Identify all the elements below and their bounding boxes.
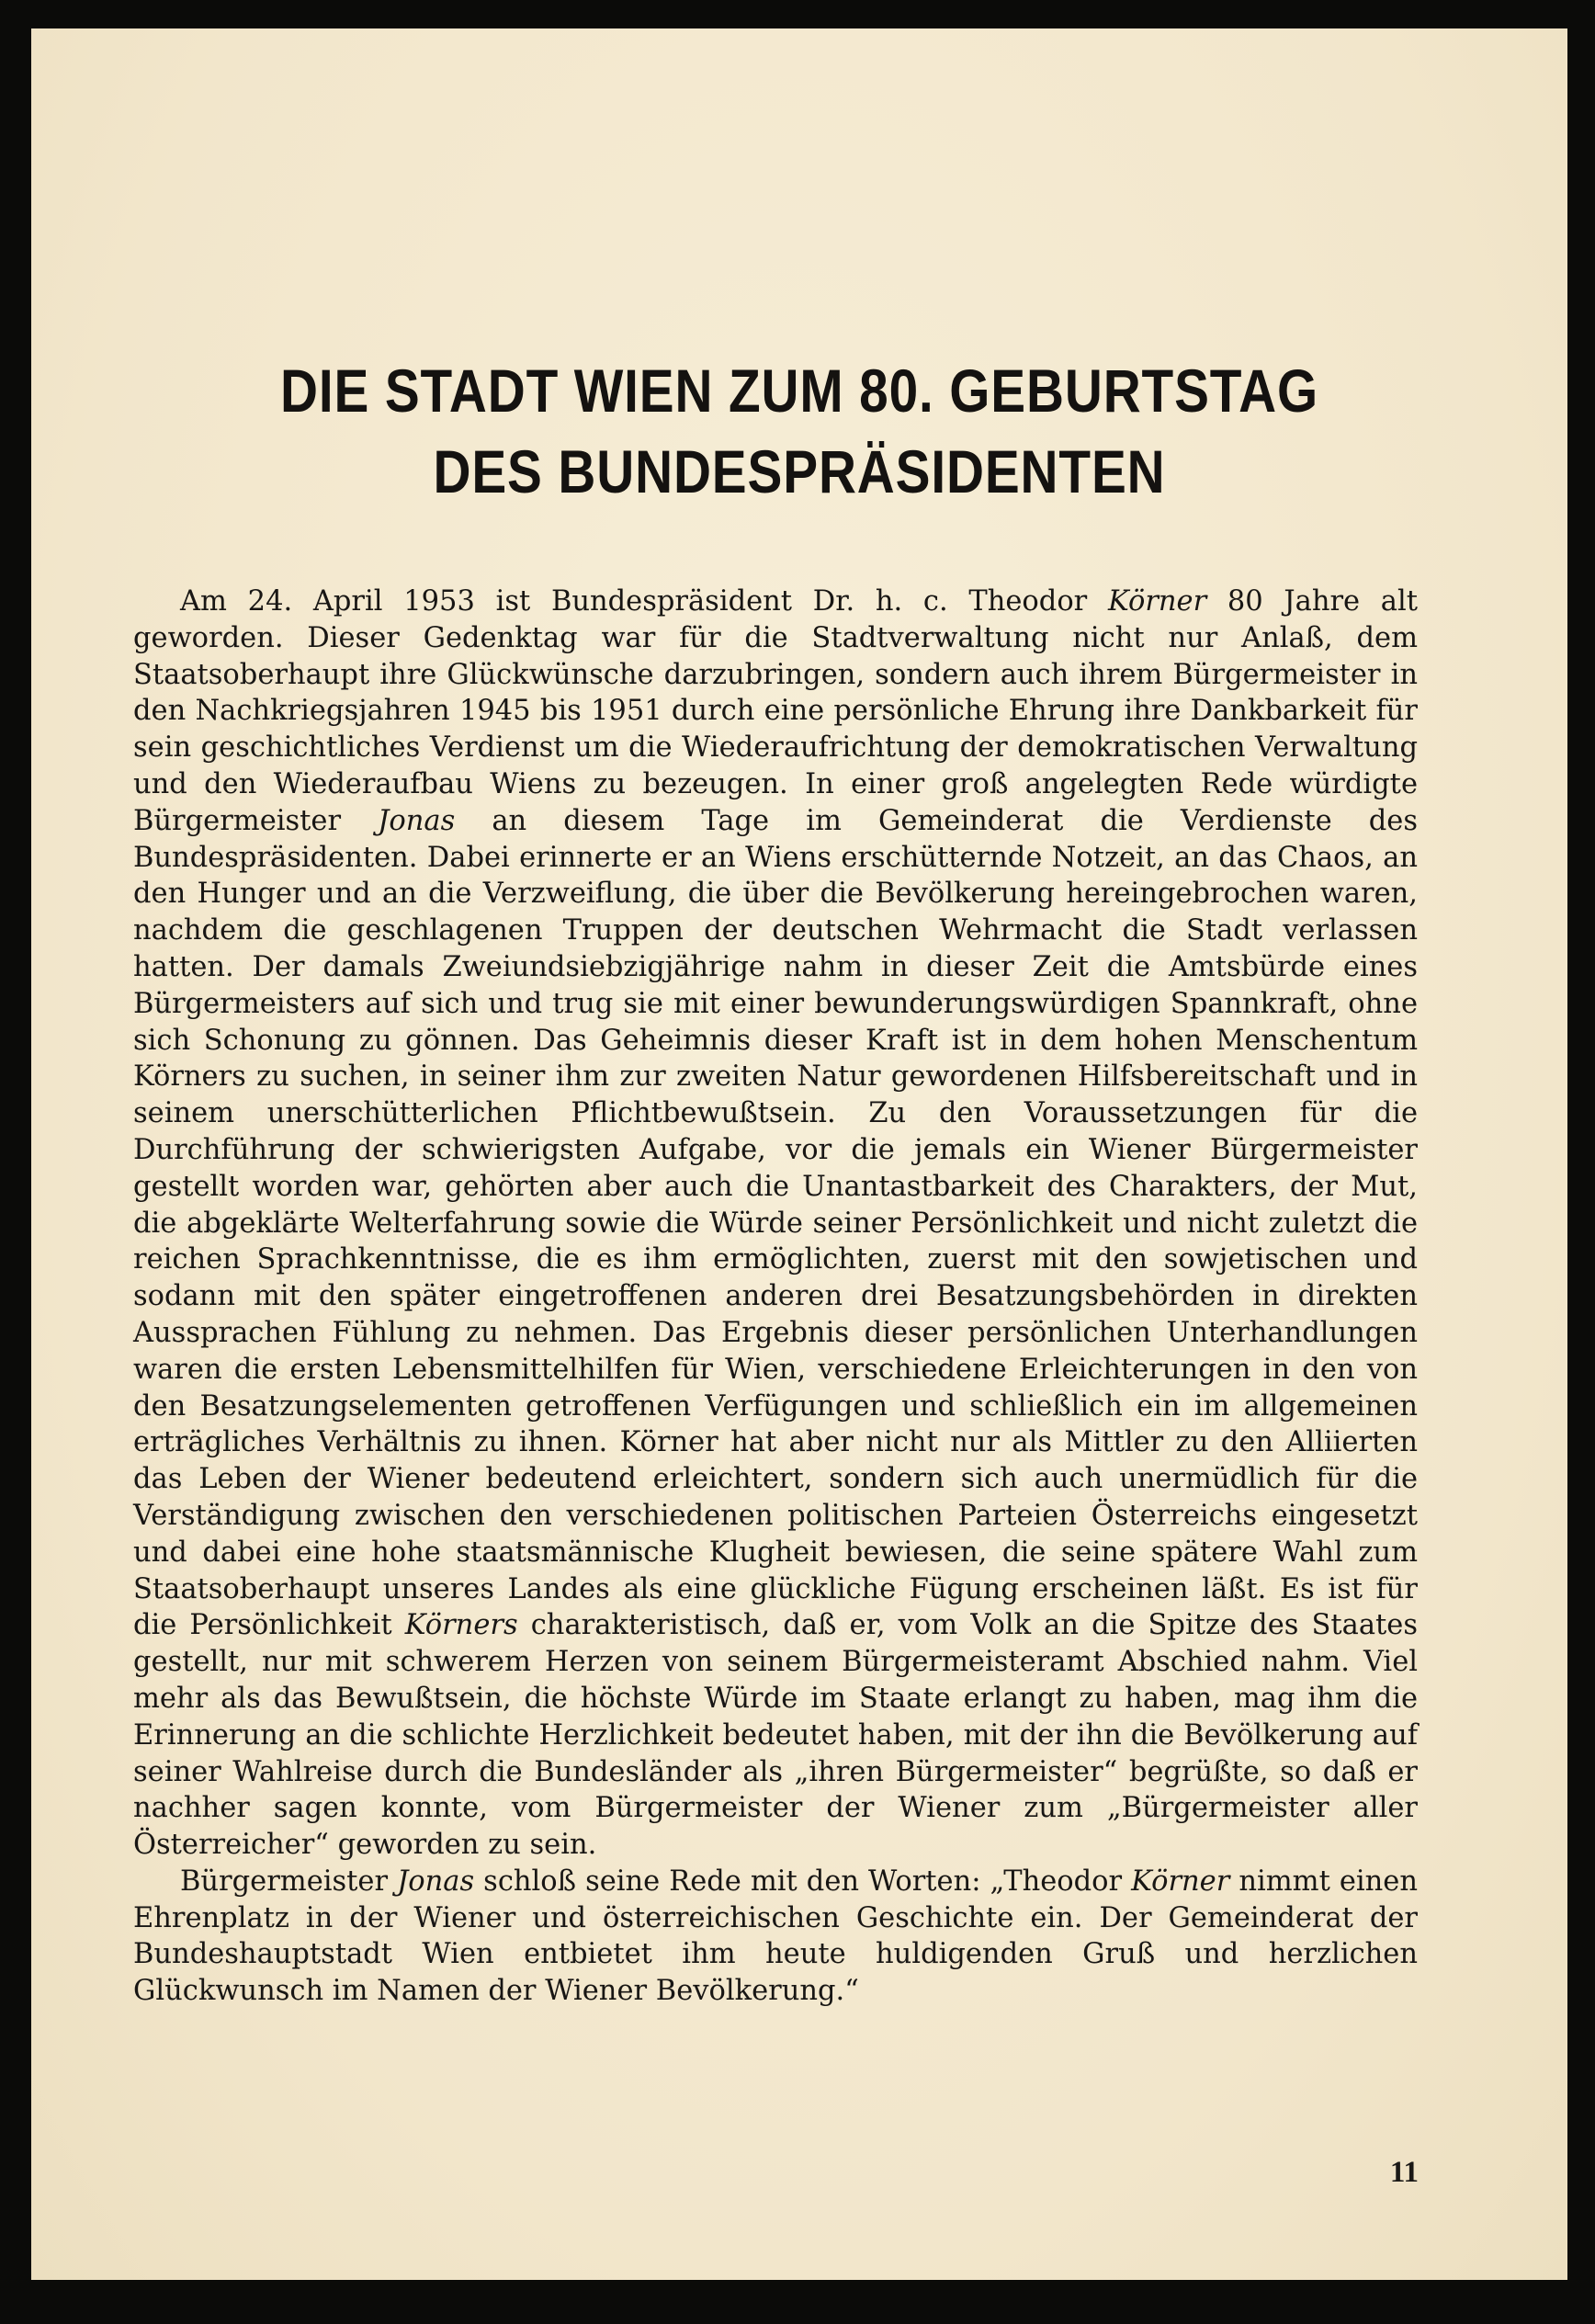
text-run: nimmt einen Ehrenplatz in der Wiener und österreichischen Geschichte ein. Der Gemeinderat der Bundeshauptstadt Wien entbietet ihm heute huldigenden Gruß und herzlichen Glückwunsch im Namen der Wiener Bevölkerung.“ — [133, 1865, 1418, 2008]
emphasized-name: Körner — [1131, 1865, 1230, 1898]
document-page — [31, 28, 1567, 2280]
text-run: an diesem Tage im Gemeinderat die Verdienste des Bundespräsidenten. Dabei erinnerte er an Wiens erschütternde Notzeit, an das Chaos, an den Hunger und an die Verzweiflung, die über die Bevölkerung hereingebrochen waren, nachdem die geschlagenen Truppen der deutschen Wehrmacht die Stadt verlassen hatten. Der damals Zweiundsiebzigjährige nahm in dieser Zeit die Amtsbürde eines Bürgermeisters auf sich und trug sie mit einer bewunderungswürdigen Spannkraft, ohne sich Schonung zu gönnen. Das Geheimnis dieser Kraft ist in dem hohen Menschentum Körners zu suchen, in seiner ihm zur zweiten Natur gewordenen Hilfsbereitschaft und in seinem unerschütterlichen Pflichtbewußtsein. Zu den Voraussetzungen für die Durchführung der schwierigsten Aufgabe, vor die jemals ein Wiener Bürgermeister gestellt worden war, gehörten aber auch die Unantastbarkeit des Charakters, der Mut, die abgeklärte Welterfahrung sowie die Würde seiner Persönlichkeit und nicht zuletzt die reichen Sprachkenntnisse, die es ihm ermöglichten, zuerst mit den sowjetischen und sodann mit den später eingetroffenen anderen drei Besatzungsbehörden in direkten Aussprachen Fühlung zu nehmen. Das Ergebnis dieser persönlichen Unterhandlungen waren die ersten Lebensmittelhilfen für Wien, verschiedene Erleichterungen in den von den Besatzungselementen getroffenen Verfügungen und schließlich ein im allgemeinen erträgliches Verhältnis zu ihnen. Körner hat aber nicht nur als Mittler zu den Alliierten das Leben der Wiener bedeutend erleichtert, sondern sich auch unermüdlich für die Verständigung zwischen den verschiedenen politischen Parteien Österreichs eingesetzt und dabei eine hohe staatsmännische Klugheit bewiesen, die seine spätere Wahl zum Staatsoberhaupt unseres Landes als eine glückliche Fügung erscheinen läßt. Es ist für die Persönlichkeit — [133, 804, 1419, 1642]
emphasized-name: Jonas — [397, 1865, 475, 1898]
article-body — [133, 584, 1418, 2010]
page-title — [139, 350, 1460, 512]
emphasized-name: Jonas — [378, 804, 456, 837]
emphasized-name: Körner — [1107, 585, 1207, 618]
title-line-1: DIE STADT WIEN ZUM 80. GEBURTSTAG — [280, 357, 1318, 425]
title-line-2: DES BUNDESPRÄSIDENTEN — [433, 437, 1166, 505]
text-run: 80 Jahre alt geworden. Dieser Gedenktag war für die Stadtverwaltung nicht nur Anlaß, dem Staatsoberhaupt ihre Glückwünsche darzubringen, sondern auch ihrem Bürgermeister in den Nachkriegsjahren 1945 bis 1951 durch eine persönliche Ehrung ihre Dankbarkeit für sein geschichtliches Verdienst um die Wiederaufrichtung der demokratischen Verwaltung und den Wiederaufbau Wiens zu bezeugen. In einer groß angelegten Rede würdigte Bürgermeister — [133, 585, 1419, 837]
text-run: charakteristisch, daß er, vom Volk an die Spitze des Staates gestellt, nur mit schwerem Herzen von seinem Bürgermeisteramt Abschied nahm. Viel mehr als das Bewußtsein, die höchste Würde im Staate erlangt zu haben, mag ihm die Erinnerung an die schlichte Herzlichkeit bedeutet haben, mit der ihn die Bevölkerung auf seiner Wahlreise durch die Bundesländer als „ihren Bürgermeister“ begrüßte, so daß er nachher sagen konnte, vom Bürgermeister der Wiener zum „Bürgermeister aller Österreicher“ geworden zu sein. — [133, 1609, 1418, 1862]
text-run: Am 24. April 1953 ist Bundespräsident Dr. h. c. Theodor — [180, 585, 1108, 618]
body-paragraph — [133, 1864, 1418, 2010]
body-paragraph — [133, 584, 1418, 1864]
text-run: Bürgermeister — [180, 1865, 398, 1898]
page-number: 11 — [1389, 2156, 1419, 2189]
emphasized-name: Körners — [404, 1609, 518, 1642]
text-run: schloß seine Rede mit den Worten: „Theodor — [474, 1865, 1132, 1898]
